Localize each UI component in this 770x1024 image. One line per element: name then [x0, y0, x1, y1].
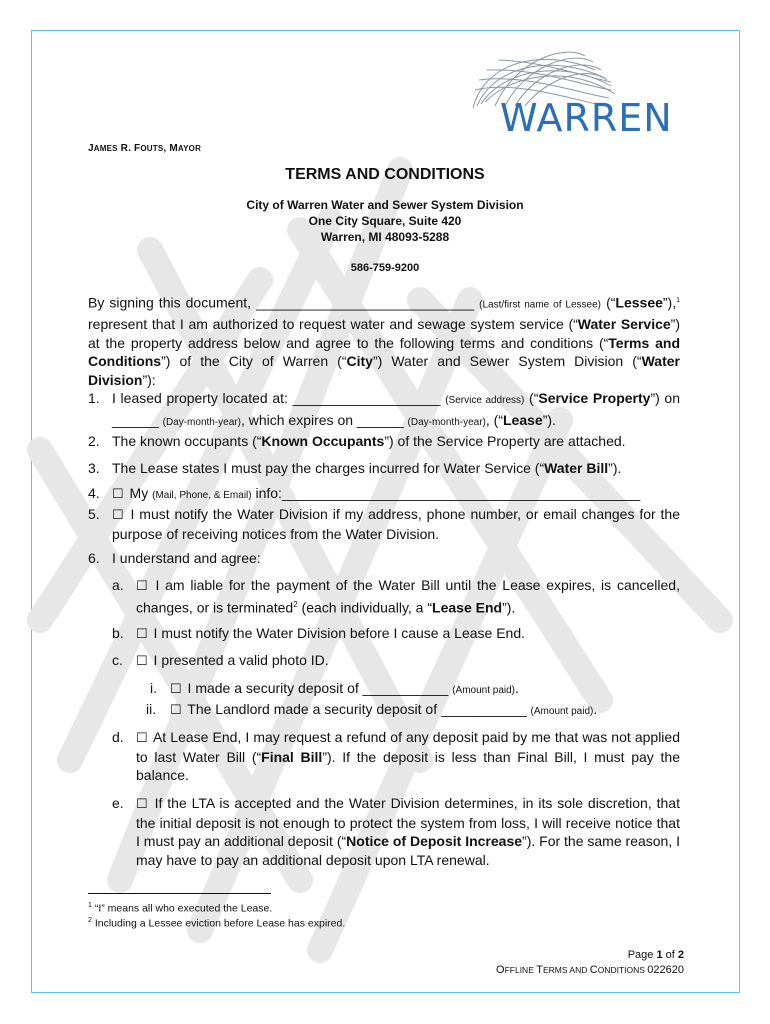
- mayor-name: JAMES R. FOUTS, MAYOR: [88, 143, 202, 154]
- subitem-letter: c.: [112, 652, 123, 668]
- subitem-roman: ii.: [146, 701, 157, 717]
- dept-city-line: Warren, MI 48093-5288: [320, 230, 450, 244]
- checkbox-liable[interactable]: ☐: [136, 578, 148, 593]
- item-number: 3.: [88, 460, 100, 476]
- item-number: 2.: [88, 433, 100, 449]
- footnote-1: $^1$ “I” means all who executed the Lease.: [88, 902, 273, 915]
- subitem-deposit-increase: ☐ If the LTA is accepted and the Water Division determines, in its sole discretion, that the initial deposit is not enough to protect the system from loss, I will receive notice that I must pay an additional deposit (“Notice of Deposit Increase”). For the same reason, I may have to pay an additional deposit upon LTA renewal.: [136, 795, 681, 868]
- checkbox-notify-changes[interactable]: ☐: [112, 507, 124, 522]
- item-number: 6.: [88, 550, 100, 566]
- intro-paragraph: By signing this document, ____________________________ (Last/first name of Lessee) (“Lessee”),$^1$ represent that I am authorized to request water and sewage system service (“Water Service”) at the property address below and agree to the following terms and conditions (“Terms and Conditions”) of the City of Warren (“City”) Water and Sewer System Division (“Water Division”):: [88, 294, 681, 388]
- list-item-notify-changes: ☐ I must notify the Water Division if my address, phone number, or email changes for the purpose of receiving notices from the Water Division.: [112, 506, 681, 542]
- list-item-service-property: I leased property located at: ___________________ (Service address) (“Service Property”) on ______ (Day-month-year), which expires on ______ (Day-month-year), (“Lease”).: [112, 390, 681, 428]
- list-item-understand: I understand and agree:: [112, 550, 261, 566]
- subitem-notify-lease-end: ☐ I must notify the Water Division before I cause a Lease End.: [136, 625, 525, 641]
- subitem-refund: ☐ At Lease End, I may request a refund of any deposit paid by me that was not applied to last Water Bill (“Final Bill”). If the deposit is less than Final Bill, I must pay the balance.: [136, 729, 680, 783]
- subitem-letter: d.: [112, 729, 124, 745]
- checkbox-refund[interactable]: ☐: [136, 730, 148, 745]
- subitem-letter: e.: [112, 795, 124, 811]
- document-title: TERMS AND CONDITIONS: [285, 166, 485, 183]
- checkbox-photo-id[interactable]: ☐: [136, 653, 148, 668]
- subitem-liable: ☐ I am liable for the payment of the Water Bill until the Lease expires, is cancelled, changes, or is terminated$^2$ (each individually, a “Lease End”).: [136, 577, 680, 616]
- item-number: 5.: [88, 506, 100, 522]
- subitem-letter: a.: [112, 577, 124, 593]
- dept-address-line: One City Square, Suite 420: [308, 214, 462, 228]
- checkbox-deposit-increase[interactable]: ☐: [136, 796, 148, 811]
- footnote-2: $^2$ Including a Lessee eviction before Lease has expired.: [88, 917, 346, 930]
- dept-name: City of Warren Water and Sewer System Division: [246, 198, 524, 212]
- list-item-known-occupants: The known occupants (“Known Occupants”) of the Service Property are attached.: [112, 433, 626, 449]
- list-item-water-bill: The Lease states I must pay the charges incurred for Water Service (“Water Bill”).: [112, 460, 622, 476]
- document-code: OFFLINE TERMS AND CONDITIONS 022620: [496, 964, 684, 976]
- footnote-divider: [88, 893, 271, 894]
- item-number: 1.: [88, 390, 100, 406]
- subitem-letter: b.: [112, 625, 124, 641]
- checkbox-security-deposit[interactable]: ☐: [170, 681, 182, 696]
- checkbox-landlord-deposit[interactable]: ☐: [170, 702, 182, 717]
- page-number: Page 1 of 2: [627, 949, 684, 961]
- warren-logo-text: WARREN: [500, 96, 673, 140]
- subitem-roman: i.: [150, 680, 157, 696]
- item-number: 4.: [88, 485, 100, 501]
- subitem-landlord-deposit: ☐ The Landlord made a security deposit of ___________ (Amount paid).: [170, 701, 598, 717]
- subitem-security-deposit: ☐ I made a security deposit of ___________ (Amount paid).: [170, 680, 519, 696]
- dept-phone: 586-759-9200: [350, 262, 420, 274]
- checkbox-notify-lease-end[interactable]: ☐: [136, 626, 148, 641]
- subitem-photo-id: ☐ I presented a valid photo ID.: [136, 652, 329, 668]
- checkbox-contact-info[interactable]: ☐: [112, 486, 124, 501]
- list-item-contact-info: ☐ My (Mail, Phone, & Email) info:______________________________________________: [112, 485, 641, 501]
